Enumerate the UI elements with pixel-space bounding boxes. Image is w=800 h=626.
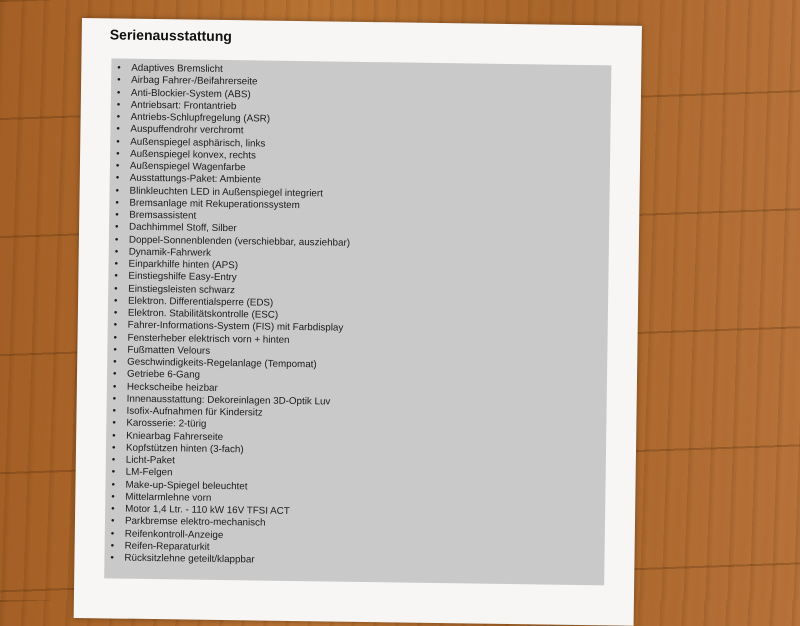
list-item-label: Parkbremse elektro-mechanisch: [124, 515, 266, 529]
bullet-icon: •: [112, 368, 117, 380]
list-item-label: Airbag Fahrer-/Beifahrerseite: [131, 74, 258, 88]
list-item-label: Kopfstützen hinten (3-fach): [125, 442, 244, 456]
list-item-label: Fußmatten Velours: [127, 344, 211, 357]
list-item-label: Dynamik-Fahrwerk: [128, 246, 212, 259]
bullet-icon: •: [115, 184, 120, 197]
list-item-label: Einparkhilfe hinten (APS): [128, 258, 239, 272]
bullet-icon: •: [113, 295, 118, 307]
bullet-icon: •: [115, 221, 119, 233]
bullet-icon: •: [115, 172, 120, 184]
bullet-icon: •: [111, 442, 116, 454]
list-item-label: Innenausstattung: Dekoreinlagen 3D-Optik Luv: [126, 393, 331, 408]
list-item-label: Reifenkontroll-Anzeige: [124, 528, 224, 541]
list-item-label: Dachhimmel Stoff, Silber: [129, 221, 237, 235]
bullet-icon: •: [116, 86, 121, 99]
bullet-icon: •: [117, 62, 121, 74]
list-item-label: Karosserie: 2-türig: [126, 417, 207, 431]
list-item-label: Licht-Paket: [125, 454, 175, 467]
bullet-icon: •: [112, 405, 117, 417]
list-item-label: LM-Felgen: [125, 466, 173, 479]
list-item-label: Außenspiegel asphärisch, links: [130, 136, 266, 150]
bullet-icon: •: [113, 344, 117, 356]
list-item-label: Adaptives Bremslicht: [131, 62, 223, 75]
bullet-icon: •: [110, 527, 115, 539]
bullet-icon: •: [114, 246, 119, 258]
bullet-icon: •: [111, 454, 116, 466]
list-item-label: Kniearbag Fahrerseite: [126, 430, 224, 443]
bullet-icon: •: [110, 552, 114, 564]
bullet-icon: •: [112, 393, 117, 405]
bullet-icon: •: [111, 466, 116, 478]
bullet-icon: •: [114, 233, 119, 246]
bullet-icon: •: [111, 503, 115, 515]
bullet-icon: •: [110, 540, 115, 552]
list-item-label: Antriebsart: Frontantrieb: [130, 99, 237, 112]
bullet-icon: •: [116, 148, 120, 160]
bullet-icon: •: [115, 197, 119, 209]
bullet-icon: •: [113, 307, 118, 319]
list-item-label: Fahrer-Informations-System (FIS) mit Farbdisplay: [127, 319, 344, 334]
list-item-label: Außenspiegel konvex, rechts: [130, 148, 256, 162]
bullet-icon: •: [112, 417, 116, 429]
document-page: [74, 18, 642, 626]
list-item-label: Heckscheibe heizbar: [126, 381, 218, 394]
list-item-label: Rücksitzlehne geteilt/klappbar: [124, 552, 255, 566]
bullet-icon: •: [113, 331, 118, 344]
list-item-label: Bremsassistent: [129, 209, 197, 222]
bullet-icon: •: [116, 99, 121, 111]
list-item-label: Fensterheber elektrisch vorn + hinten: [127, 332, 290, 346]
list-item-label: Reifen-Reparaturkit: [124, 540, 210, 553]
bullet-icon: •: [111, 491, 115, 503]
bullet-icon: •: [115, 160, 120, 172]
list-item-label: Einstiegsleisten schwarz: [128, 283, 236, 296]
bullet-icon: •: [113, 319, 118, 331]
list-item-label: Bremsanlage mit Rekuperationssystem: [129, 197, 300, 211]
list-item-label: Auspuffendrohr verchromt: [130, 123, 244, 137]
list-item-label: Elektron. Differentialsperre (EDS): [127, 295, 274, 309]
list-item-label: Motor 1,4 Ltr. - 110 kW 16V TFSI ACT: [125, 503, 290, 517]
list-item-label: Ausstattungs-Paket: Ambiente: [129, 172, 262, 186]
bullet-icon: •: [112, 380, 117, 393]
bullet-icon: •: [115, 209, 119, 221]
list-item-label: Außenspiegel Wagenfarbe: [129, 160, 246, 174]
list-item-label: Einstiegshilfe Easy-Entry: [128, 270, 237, 284]
bullet-icon: •: [114, 270, 118, 282]
page-title: Serienausstattung: [109, 26, 233, 45]
bullet-icon: •: [112, 429, 116, 442]
list-item-label: Blinkleuchten LED in Außenspiegel integriert: [129, 185, 323, 199]
bullet-icon: •: [114, 282, 118, 295]
list-item-label: Geschwindigkeits-Regelanlage (Tempomat): [127, 356, 317, 371]
list-item-label: Mittelarmlehne vorn: [125, 491, 212, 504]
list-item-label: Make-up-Spiegel beleuchtet: [125, 479, 248, 492]
bullet-icon: •: [111, 478, 116, 491]
list-item-label: Antriebs-Schlupfregelung (ASR): [130, 111, 271, 125]
list-item-label: Getriebe 6-Gang: [126, 368, 201, 381]
list-item-label: Isofix-Aufnahmen für Kindersitz: [126, 405, 263, 419]
bullet-icon: •: [110, 515, 115, 527]
bullet-icon: •: [113, 356, 117, 368]
bullet-icon: •: [114, 258, 119, 270]
bullet-icon: •: [116, 135, 120, 148]
bullet-icon: •: [117, 74, 121, 86]
feature-list: [110, 62, 352, 567]
list-item-label: Anti-Blockier-System (ABS): [130, 87, 251, 100]
list-item-label: Elektron. Stabilitätskontrolle (ESC): [127, 307, 279, 321]
list-item-label: Doppel-Sonnenblenden (verschiebbar, ausziehbar): [128, 234, 351, 249]
bullet-icon: •: [116, 123, 120, 135]
bullet-icon: •: [116, 111, 121, 123]
